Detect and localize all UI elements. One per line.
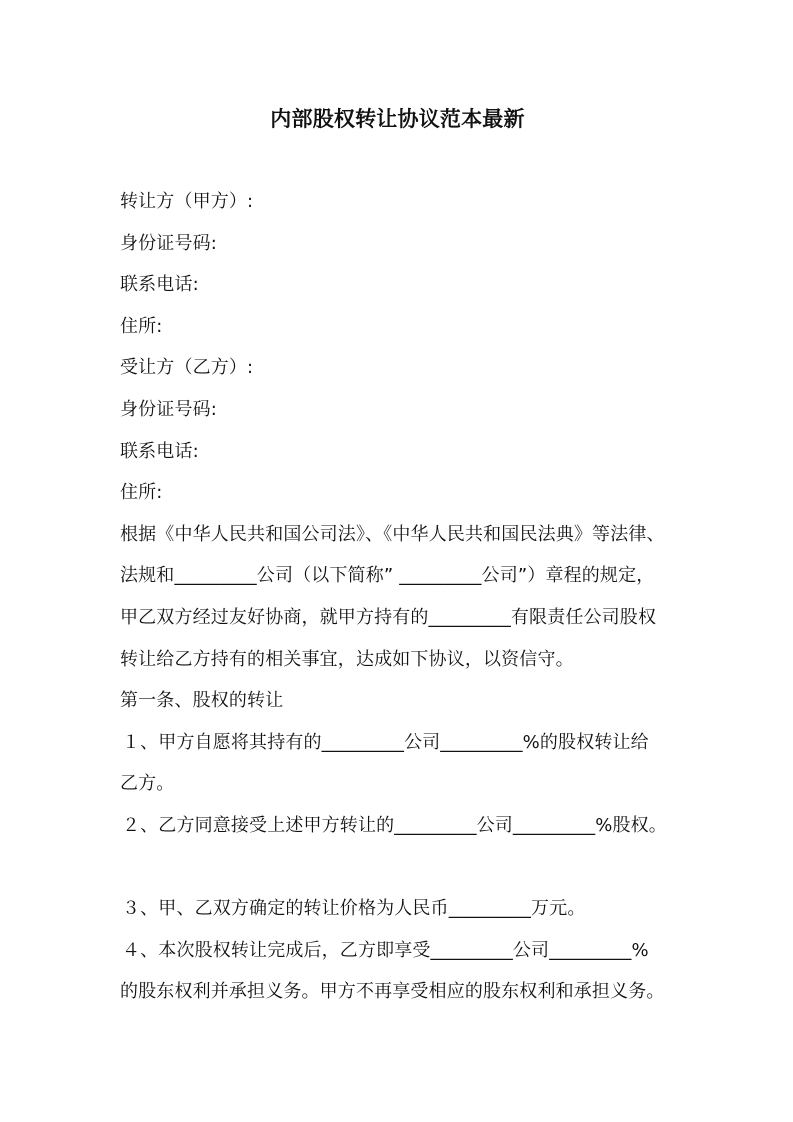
preamble-line-3: 甲乙双方经过友好协商，就甲方持有的_________有限责任公司股权 [120,606,657,628]
transferor-label: 转让方（甲方）: [120,191,254,212]
transferor-id-number-label: 身份证号码: [120,232,217,254]
document-body [120,181,675,1013]
transferor-address-label: 住所: [120,315,163,337]
transferee-phone-label: 联系电话: [120,440,199,462]
clause-4-line-2: 的股东权利并承担义务。甲方不再享受相应的股东权利和承担义务。 [120,981,665,1003]
document-title: 内部股权转让协议范本最新 [270,107,525,131]
transferor-phone-label: 联系电话: [120,274,199,296]
preamble-line-2: 法规和_________公司（以下简称” _________公司”）章程的规定， [120,565,655,587]
preamble-line-4: 转让给乙方持有的相关事宜，达成如下协议，以资信守。 [120,648,574,670]
article-1-heading: 第一条、股权的转让 [120,690,284,712]
clause-3: ３、甲、乙双方确定的转让价格为人民币_________万元。 [122,898,586,920]
clause-1-line-2: 乙方。 [120,773,175,795]
clause-2: ２、乙方同意接受上述甲方转让的_________公司_________%股权。 [122,814,667,836]
blank-line [120,847,675,889]
transferee-address-label: 住所: [120,482,163,504]
transferee-label: 受让方（乙方）: [120,357,254,379]
preamble-line-1: 根据《中华人民共和国公司法》、《中华人民共和国民法典》等法律、 [120,523,665,545]
transferee-id-number-label: 身份证号码: [120,398,217,420]
clause-4-line-1: ４、本次股权转让完成后，乙方即享受_________公司_________% [122,939,649,961]
clause-1-line-1: １、甲方自愿将其持有的_________公司_________%的股权转让给 [122,731,649,753]
